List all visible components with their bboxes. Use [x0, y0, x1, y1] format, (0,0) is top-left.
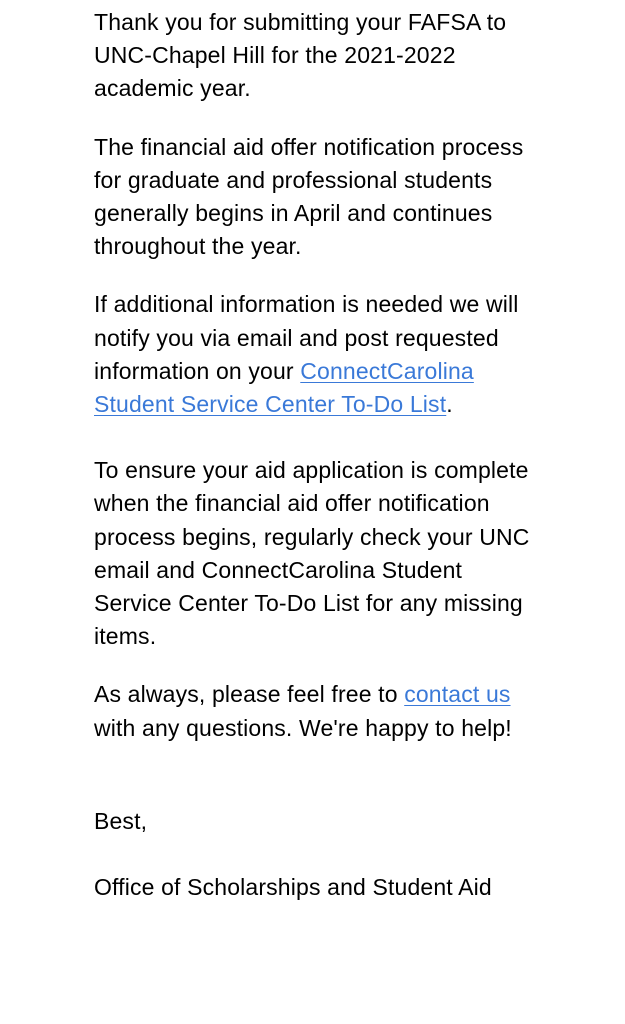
- contact-intro-text: As always, please feel free to: [94, 681, 405, 708]
- additional-info-text: If additional information is needed we will notify you via email and post requested information on your: [94, 291, 519, 384]
- contact-us-link[interactable]: contact us: [404, 681, 511, 708]
- notification-process-paragraph: The financial aid offer notification process for graduate and professional students generally begins in April and continues throughout the year.: [94, 133, 524, 260]
- todo-list-link[interactable]: ConnectCarolina Student Service Center To-Do List: [94, 357, 474, 418]
- fafsa-thanks-paragraph: Thank you for submitting your FAFSA to UNC-Chapel Hill for the 2021-2022 academic year.: [94, 9, 507, 102]
- contact-outro-text: with any questions. We're happy to help!: [94, 714, 512, 741]
- signature-text: Office of Scholarships and Student Aid: [94, 874, 492, 901]
- period-text: .: [446, 391, 453, 418]
- email-body: [94, 6, 534, 904]
- ensure-complete-paragraph: To ensure your aid application is complete when the financial aid offer notification process begins, regularly check your UNC email and ConnectCarolina Student Service Center To-Do List for any missing items.: [94, 457, 530, 650]
- contact-paragraph: [94, 678, 534, 744]
- closing-text: Best,: [94, 807, 148, 834]
- additional-info-paragraph: [94, 288, 534, 421]
